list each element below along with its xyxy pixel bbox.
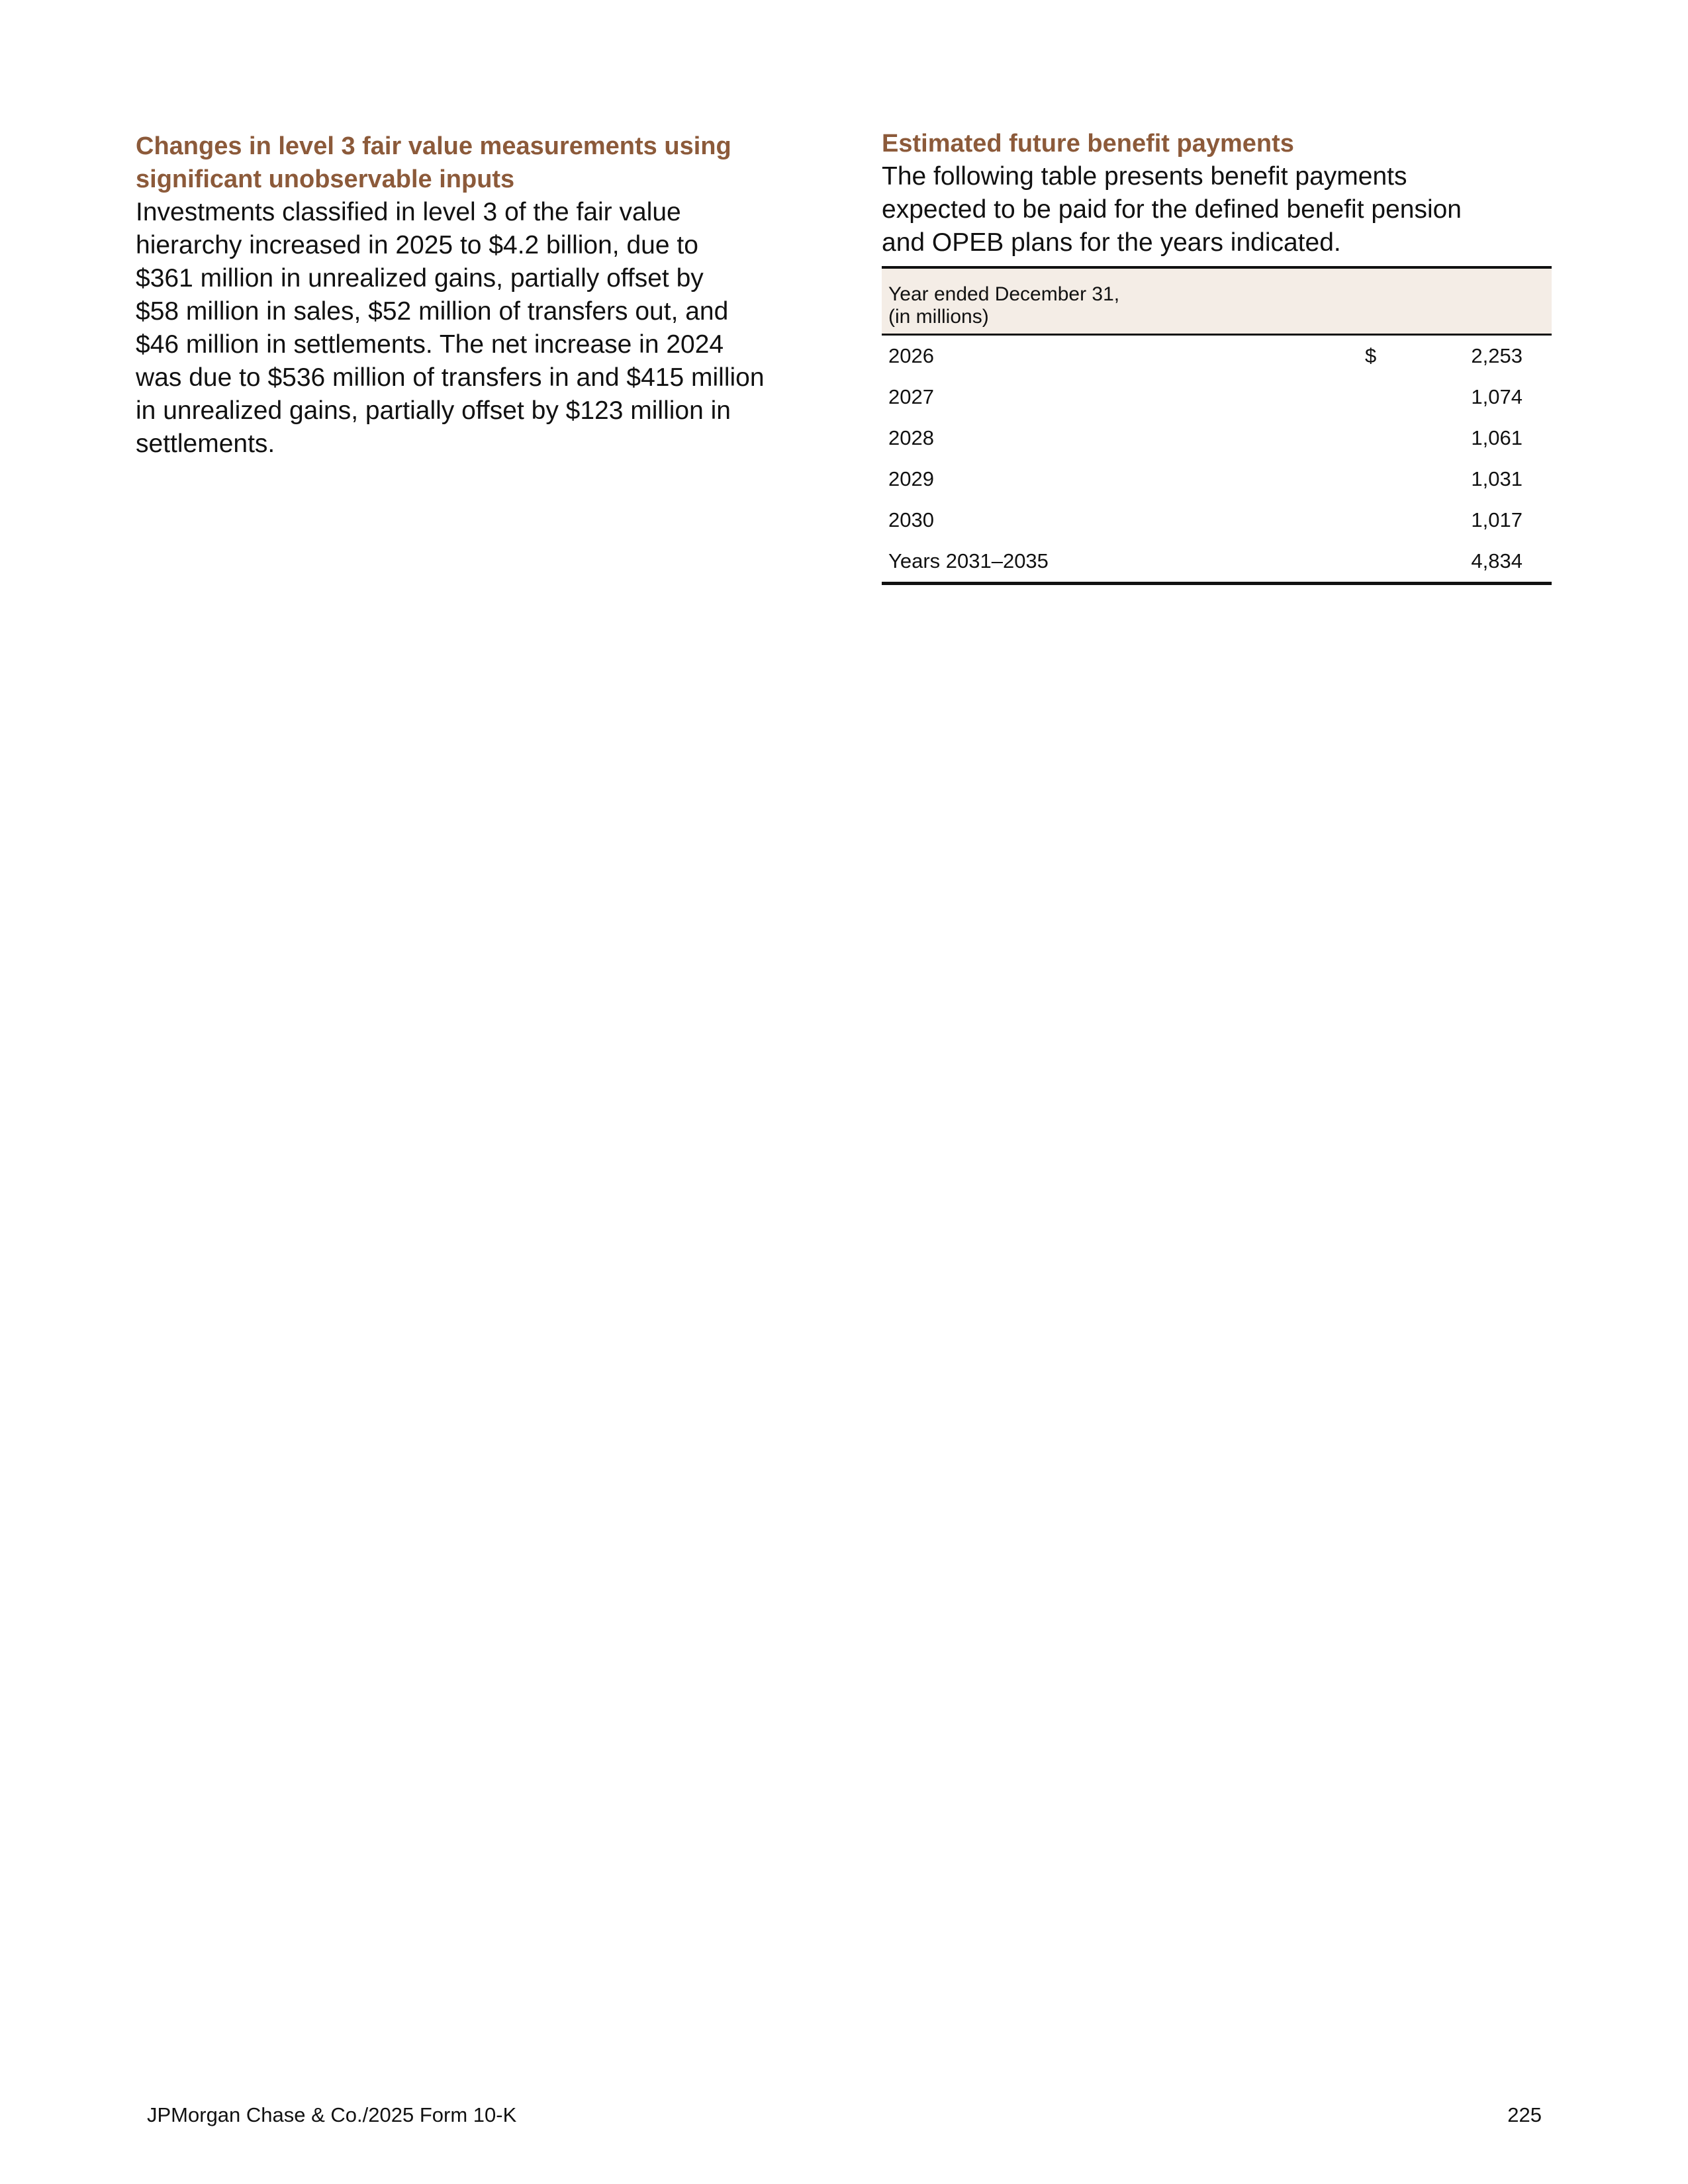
level3-body-line: hierarchy increased in 2025 to $4.2 billion, due to [136,231,698,259]
benefit-intro-line: The following table presents benefit payments [882,162,1407,191]
row-year: 2026 [888,344,934,367]
row-amount: 1,017 [1471,508,1523,531]
table-row [882,500,1552,541]
footer-document-title: JPMorgan Chase & Co./2025 Form 10-K [147,2103,517,2126]
table-row [882,377,1552,418]
row-year: Years 2031–2035 [888,549,1049,572]
row-year: 2030 [888,508,934,531]
level3-heading [136,130,818,196]
table-header-line-1: Year ended December 31, [888,283,1120,305]
footer-page-number: 225 [1507,2103,1542,2126]
level3-body-line: $46 million in settlements. The net increase in 2024 [136,330,724,359]
benefit-payments-intro [882,160,1552,259]
row-amount: 4,834 [1471,549,1523,572]
table-header-row [882,267,1552,335]
row-currency [1358,377,1411,418]
row-currency [1358,459,1411,500]
row-amount: 1,061 [1471,426,1523,449]
benefit-payments-heading: Estimated future benefit payments [882,130,1294,158]
row-currency [1358,500,1411,541]
row-amount: 1,031 [1471,467,1523,490]
table-row [882,541,1552,584]
row-year: 2028 [888,426,934,449]
row-currency [1358,418,1411,459]
benefit-intro-line: expected to be paid for the defined benefit pension [882,195,1462,224]
level3-body-line: $361 million in unrealized gains, partially offset by [136,264,704,293]
row-year: 2027 [888,385,934,408]
row-amount: 1,074 [1471,385,1523,408]
level3-body-line: was due to $536 million of transfers in and $415 million [136,363,765,392]
row-amount: 2,253 [1471,344,1523,367]
row-currency: $ [1365,344,1377,367]
level3-heading-line-2: significant unobservable inputs [136,165,515,193]
table-header-line-2: (in millions) [888,306,989,328]
table-row [882,335,1552,377]
row-currency [1358,541,1411,584]
table-row [882,459,1552,500]
level3-body-line: $58 million in sales, $52 million of transfers out, and [136,297,729,326]
benefit-payments-table [882,266,1552,585]
benefit-payments-section [882,127,1552,585]
level3-body-line: Investments classified in level 3 of the fair value [136,198,681,226]
benefit-intro-line: and OPEB plans for the years indicated. [882,228,1341,257]
table-row [882,418,1552,459]
level3-changes-section [136,130,818,461]
level3-heading-line-1: Changes in level 3 fair value measurements using [136,132,731,160]
table-header-cell [882,267,1552,335]
level3-body-line: in unrealized gains, partially offset by $123 million in [136,396,731,425]
level3-body-line: settlements. [136,430,275,458]
level3-body-paragraph [136,196,818,461]
row-year: 2029 [888,467,934,490]
